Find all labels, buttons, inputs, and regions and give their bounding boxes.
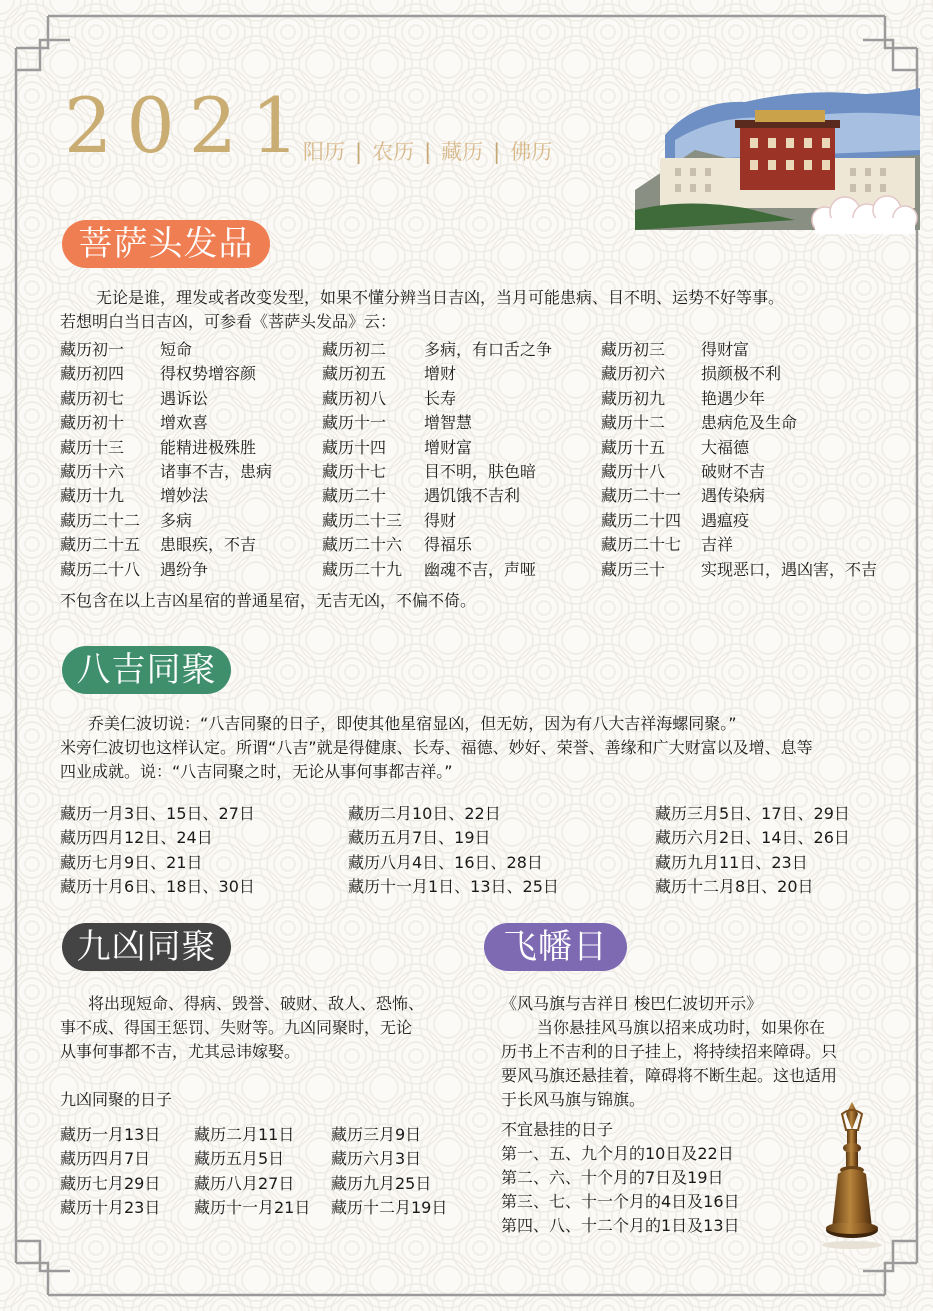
tibetan-day-label: 藏历十八	[601, 462, 666, 481]
calendar-type-tibetan: 藏历	[441, 140, 484, 164]
inauspicious-date: 藏历七月29日	[60, 1173, 161, 1193]
day-meaning: 增欢喜	[160, 413, 209, 433]
vajra-bell-image	[812, 1100, 892, 1250]
day-meaning: 诸事不吉，患病	[160, 462, 273, 481]
auspicious-date: 藏历四月12日、24日	[60, 828, 213, 848]
intro-line: 无论是谁，理发或者改变发型，如果不懂分辨当日吉凶，当月可能患病、目不明、运势不好等事。	[96, 288, 785, 307]
day-meaning: 多病，有口舌之争	[424, 340, 553, 359]
auspicious-date: 藏历十一月1日、13日、25日	[348, 876, 559, 896]
day-meaning: 患病危及生命	[701, 413, 798, 433]
day-meaning: 遇传染病	[701, 486, 766, 506]
tibetan-day-label: 藏历十一	[322, 413, 387, 433]
day-meaning: 遇瘟疫	[701, 510, 750, 530]
day-meaning: 能精进极殊胜	[160, 437, 257, 457]
day-meaning: 艳遇少年	[701, 388, 766, 408]
tibetan-day-label: 藏历十四	[322, 437, 387, 457]
intro-line: 于长风马旗与锦旗。	[501, 1090, 646, 1109]
inauspicious-date: 藏历十月23日	[60, 1197, 161, 1217]
tibetan-day-label: 藏历十三	[60, 437, 125, 457]
intro-line: 若想明白当日吉凶，可参看《菩萨头发品》云：	[60, 312, 397, 331]
inauspicious-date: 藏历五月5日	[194, 1149, 285, 1169]
tibetan-day-label: 藏历初三	[601, 340, 666, 359]
section-title-nine-inauspicious: 九凶同聚	[62, 923, 231, 971]
day-meaning: 患眼疾，不吉	[160, 535, 257, 555]
calendar-type-lunar: 农历	[372, 140, 415, 164]
day-meaning: 得财	[424, 510, 457, 530]
tibetan-day-label: 藏历初九	[601, 388, 666, 408]
tibetan-day-label: 藏历三十	[601, 559, 666, 579]
auspicious-date: 藏历一月3日、15日、27日	[60, 804, 255, 823]
day-meaning: 短命	[160, 340, 193, 359]
tibetan-day-label: 藏历初二	[322, 340, 387, 359]
tibetan-day-label: 藏历二十	[322, 486, 387, 506]
auspicious-date: 藏历七月9日、21日	[60, 852, 203, 872]
inauspicious-date: 藏历一月13日	[60, 1125, 161, 1144]
auspicious-date: 藏历十月6日、18日、30日	[60, 876, 255, 896]
day-meaning: 得权势增容颜	[160, 364, 257, 384]
tibetan-day-label: 藏历初六	[601, 364, 666, 384]
intro-line: 要风马旗还悬挂着，障碍将不断生起。这也适用	[501, 1066, 838, 1085]
tibetan-day-label: 藏历二十二	[60, 510, 141, 530]
day-meaning: 破财不吉	[701, 462, 766, 481]
intro-line: 四业成就。说：“八吉同聚之时，无论从事何事都吉祥。”	[60, 762, 453, 781]
day-meaning: 得福乐	[424, 535, 473, 555]
auspicious-date: 藏历九月11日、23日	[655, 852, 808, 872]
tibetan-day-label: 藏历二十四	[601, 510, 682, 530]
day-meaning: 目不明，肤色暗	[424, 462, 537, 481]
inauspicious-date: 藏历十二月19日	[331, 1197, 448, 1217]
inauspicious-date: 藏历九月25日	[331, 1173, 432, 1193]
tibetan-day-label: 藏历初八	[322, 388, 387, 408]
day-meaning: 遇纷争	[160, 559, 209, 579]
intro-line: 事不成、得国王惩罚、失财等。九凶同聚时，无论	[60, 1018, 413, 1037]
intro-line: 米旁仁波切也这样认定。所谓“八吉”就是得健康、长寿、福德、妙好、荣誉、善缘和广大财富以及增、息等	[60, 738, 813, 757]
day-meaning: 增妙法	[160, 486, 209, 506]
intro-line: 从事何事都不吉，尤其忌讳嫁娶。	[60, 1042, 301, 1061]
day-meaning: 多病	[160, 510, 193, 530]
section-title-flag-day: 飞幡日	[484, 923, 627, 971]
tibetan-day-label: 藏历十九	[60, 486, 125, 506]
inauspicious-date: 藏历六月3日	[331, 1149, 422, 1169]
section-title-eight-auspicious: 八吉同聚	[62, 646, 231, 694]
day-meaning: 得财富	[701, 340, 750, 359]
tibetan-day-label: 藏历二十五	[60, 535, 141, 555]
flag-day-item: 第四、八、十二个月的1日及13日	[501, 1216, 740, 1235]
inauspicious-date: 藏历四月7日	[60, 1149, 151, 1169]
year-title: 2021	[64, 81, 314, 170]
flag-day-item: 第二、六、十个月的7日及19日	[501, 1168, 724, 1187]
day-meaning: 幽魂不吉，声哑	[424, 559, 537, 579]
tibetan-day-label: 藏历初十	[60, 413, 125, 433]
flag-day-item: 第一、五、九个月的10日及22日	[501, 1144, 734, 1163]
tibetan-day-label: 藏历十七	[322, 462, 387, 481]
section-title-hair-cutting: 菩萨头发品	[62, 220, 270, 268]
auspicious-date: 藏历八月4日、16日、28日	[348, 852, 543, 872]
auspicious-date: 藏历二月10日、22日	[348, 804, 501, 823]
tibetan-day-label: 藏历十六	[60, 462, 125, 481]
calendar-types: 阳历 | 农历 | 藏历 | 佛历	[303, 140, 553, 164]
section1-intro	[60, 286, 890, 334]
inauspicious-date: 藏历八月27日	[194, 1173, 295, 1193]
day-meaning: 长寿	[424, 388, 457, 408]
inauspicious-date: 藏历二月11日	[194, 1125, 295, 1144]
inauspicious-date: 藏历三月9日	[331, 1125, 422, 1144]
flag-day-item: 第三、七、十一个月的4日及16日	[501, 1192, 740, 1211]
day-meaning: 增财	[424, 364, 457, 384]
tibetan-day-label: 藏历二十七	[601, 535, 682, 555]
auspicious-date: 藏历三月5日、17日、29日	[655, 804, 850, 823]
auspicious-date: 藏历十二月8日、20日	[655, 876, 814, 896]
tibetan-day-label: 藏历二十一	[601, 486, 682, 506]
tibetan-day-label: 藏历二十三	[322, 510, 403, 530]
source-line: 《风马旗与吉祥日 梭巴仁波切开示》	[501, 994, 763, 1013]
auspicious-date: 藏历五月7日、19日	[348, 828, 491, 848]
auspicious-date: 藏历六月2日、14日、26日	[655, 828, 850, 848]
tibetan-day-label: 藏历二十九	[322, 559, 403, 579]
intro-line: 历书上不吉利的日子挂上，将持续招来障碍。只	[501, 1042, 838, 1061]
potala-palace-image	[635, 80, 920, 240]
tibetan-day-label: 藏历初七	[60, 388, 125, 408]
nine-inauspicious-subtitle: 九凶同聚的日子	[60, 1090, 173, 1109]
intro-line: 乔美仁波切说：“八吉同聚的日子，即使其他星宿显凶，但无妨，因为有八大吉祥海螺同聚。”	[88, 714, 737, 733]
day-meaning: 吉祥	[701, 535, 734, 555]
calendar-type-buddhist: 佛历	[510, 140, 553, 164]
calendar-type-solar: 阳历	[303, 140, 345, 164]
day-meaning: 增智慧	[424, 413, 473, 433]
day-meaning: 大福德	[701, 437, 750, 457]
tibetan-day-label: 藏历初四	[60, 364, 125, 384]
section1-footer: 不包含在以上吉凶星宿的普通星宿，无吉无凶，不偏不倚。	[60, 591, 477, 610]
section3-intro	[60, 992, 460, 1064]
tibetan-day-label: 藏历二十八	[60, 559, 141, 579]
tibetan-day-label: 藏历二十六	[322, 535, 403, 555]
intro-line: 当你悬挂风马旗以招来成功时，如果你在	[537, 1018, 826, 1037]
intro-line: 将出现短命、得病、毁誉、破财、敌人、恐怖、	[88, 994, 425, 1013]
tibetan-day-label: 藏历初一	[60, 340, 125, 359]
tibetan-day-label: 藏历十五	[601, 437, 666, 457]
day-meaning: 遇诉讼	[160, 388, 209, 408]
day-meaning: 实现恶口，遇凶害，不吉	[701, 559, 878, 579]
tibetan-day-label: 藏历初五	[322, 364, 387, 384]
tibetan-day-label: 藏历十二	[601, 413, 666, 433]
day-meaning: 增财富	[424, 437, 473, 457]
inauspicious-date: 藏历十一月21日	[194, 1197, 311, 1217]
day-meaning: 遇饥饿不吉利	[424, 486, 521, 506]
section2-intro	[60, 712, 890, 784]
day-meaning: 损颜极不利	[701, 364, 782, 384]
flag-day-subtitle: 不宜悬挂的日子	[501, 1120, 614, 1139]
